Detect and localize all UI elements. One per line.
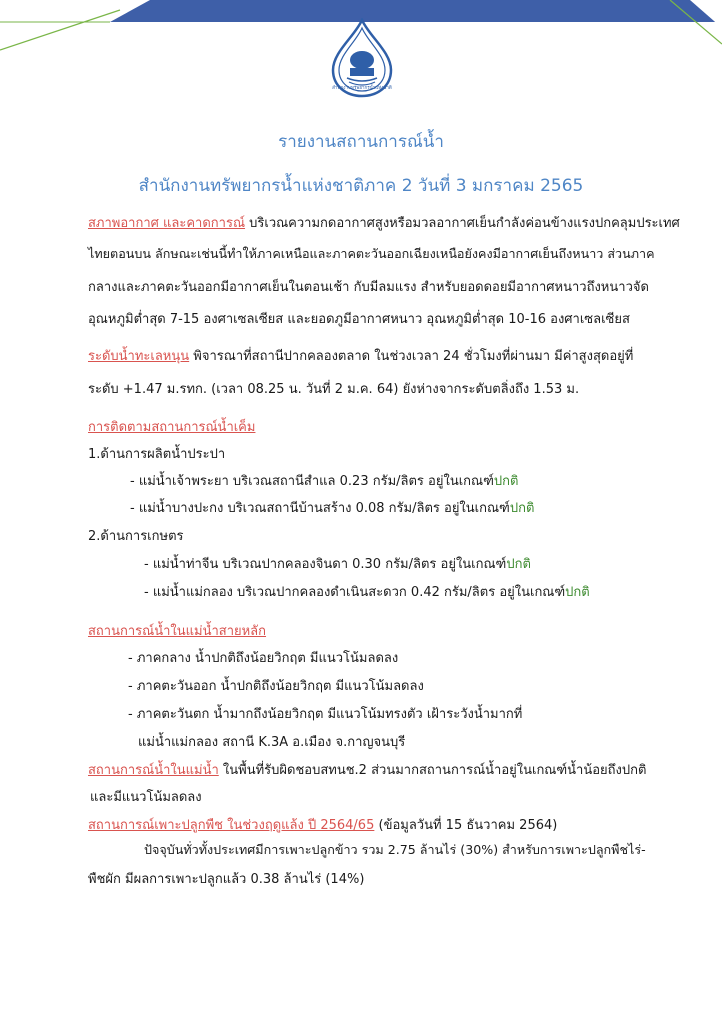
salinity-item-chao-phraya: - แม่น้ำเจ้าพระยา บริเวณสถานีสำแล 0.23 กรัม/ลิตร อยู่ในเกณฑ์ปกติ (130, 474, 519, 489)
agency-logo (325, 18, 399, 98)
weather-paragraph-line1: สภาพอากาศ และคาดการณ์ บริเวณความกดอากาศสูงหรือมวลอากาศเย็นกำลังค่อนข้างแรงปกคลุมประเทศ (88, 216, 680, 231)
salinity-heading: การติดตามสถานการณ์น้ำเค็ม (88, 420, 256, 435)
salinity-item-bang-pakong: - แม่น้ำบางปะกง บริเวณสถานีบ้านสร้าง 0.08 กรัม/ลิตร อยู่ในเกณฑ์ปกติ (130, 501, 535, 516)
cultivation-paragraph-line1: ปัจจุบันทั่วทั้งประเทศมีการเพาะปลูกข้าว รวม 2.75 ล้านไร่ (30%) สำหรับการเพาะปลูกพืชไร่- (144, 842, 646, 857)
tide-paragraph-line1: ระดับน้ำทะเลหนุน พิจารณาที่สถานีปากคลองตลาด ในช่วงเวลา 24 ชั่วโมงที่ผ่านมา มีค่าสูงสุดอยู่ที่ (88, 349, 634, 364)
status-normal-label: ปกติ (506, 557, 531, 572)
salinity-section-water-supply: 1.ด้านการผลิตน้ำประปา (88, 447, 226, 462)
salinity-item-tha-chin: - แม่น้ำท่าจีน บริเวณปากคลองจินดา 0.30 กรัม/ลิตร อยู่ในเกณฑ์ปกติ (144, 557, 531, 572)
cultivation-paragraph-line2: พืชผัก มีผลการเพาะปลูกแล้ว 0.38 ล้านไร่ (14%) (88, 872, 365, 887)
status-normal-label: ปกติ (493, 474, 519, 489)
status-normal-label: ปกติ (565, 585, 590, 600)
rivers-paragraph-line2: และมีแนวโน้มลดลง (90, 790, 202, 805)
salinity-item-mae-klong: - แม่น้ำแม่กลอง บริเวณปากคลองดำเนินสะดวก 0.42 กรัม/ลิตร อยู่ในเกณฑ์ปกติ (144, 585, 590, 600)
main-rivers-item-west: - ภาคตะวันตก น้ำมากถึงน้อยวิกฤต มีแนวโน้มทรงตัว เฝ้าระวังน้ำมากที่ (128, 707, 523, 722)
main-rivers-heading: สถานการณ์น้ำในแม่น้ำสายหลัก (88, 624, 267, 639)
main-rivers-item-west-station: แม่น้ำแม่กลอง สถานี K.3A อ.เมือง จ.กาญจนบุรี (138, 735, 406, 750)
status-normal-label: ปกติ (509, 501, 535, 516)
logo-caption: สำนักงานทรัพยากรน้ำแห่งชาติ (332, 86, 392, 91)
cultivation-heading-line (88, 814, 557, 835)
water-drop-seal-icon (325, 18, 399, 98)
main-rivers-item-east: - ภาคตะวันออก น้ำปกติถึงน้อยวิกฤต มีแนวโน้มลดลง (128, 679, 424, 694)
tide-paragraph-line2: ระดับ +1.47 ม.รทก. (เวลา 08.25 น. วันที่ 2 ม.ค. 64) ยังห่างจากระดับตลิ่งถึง 1.53 ม. (88, 382, 580, 397)
rivers-paragraph-line1: สถานการณ์น้ำในแม่น้ำ ในพื้นที่รับผิดชอบสทนช.2 ส่วนมากสถานการณ์น้ำอยู่ในเกณฑ์น้ำน้อยถึงปกติ (88, 763, 647, 778)
report-subtitle: สำนักงานทรัพยากรน้ำแห่งชาติภาค 2 วันที่ 3 มกราคม 2565 (138, 176, 584, 196)
main-rivers-item-central: - ภาคกลาง น้ำปกติถึงน้อยวิกฤต มีแนวโน้มลดลง (128, 651, 399, 666)
weather-paragraph-line4: อุณหภูมิต่ำสุด 7-15 องศาเซลเซียส และยอดภูมีอากาศหนาว อุณหภูมิต่ำสุด 10-16 องศาเซลเซียส (88, 312, 630, 327)
salinity-section-agriculture: 2.ด้านการเกษตร (88, 529, 184, 544)
report-title: รายงานสถานการณ์น้ำ (278, 132, 444, 152)
weather-paragraph-line3: กลางและภาคตะวันออกมีอากาศเย็นในตอนเช้า กับมีลมแรง สำหรับยอดดอยมีอากาศหนาวถึงหนาวจัด (88, 280, 649, 295)
cultivation-heading: สถานการณ์เพาะปลูกพืช ในช่วงฤดูแล้ง ปี 2564/65 (88, 818, 375, 833)
weather-heading: สภาพอากาศ และคาดการณ์ (88, 216, 246, 231)
weather-paragraph-line2: ไทยตอนบน ลักษณะเช่นนี้ทำให้ภาคเหนือและภาคตะวันออกเฉียงเหนือยังคงมีอากาศเย็นถึงหนาว ส่วนภาค (88, 246, 655, 261)
rivers-heading: สถานการณ์น้ำในแม่น้ำ (88, 763, 219, 778)
cultivation-data-date: (ข้อมูลวันที่ 15 ธันวาคม 2564) (374, 818, 558, 833)
tide-heading: ระดับน้ำทะเลหนุน (88, 349, 190, 364)
